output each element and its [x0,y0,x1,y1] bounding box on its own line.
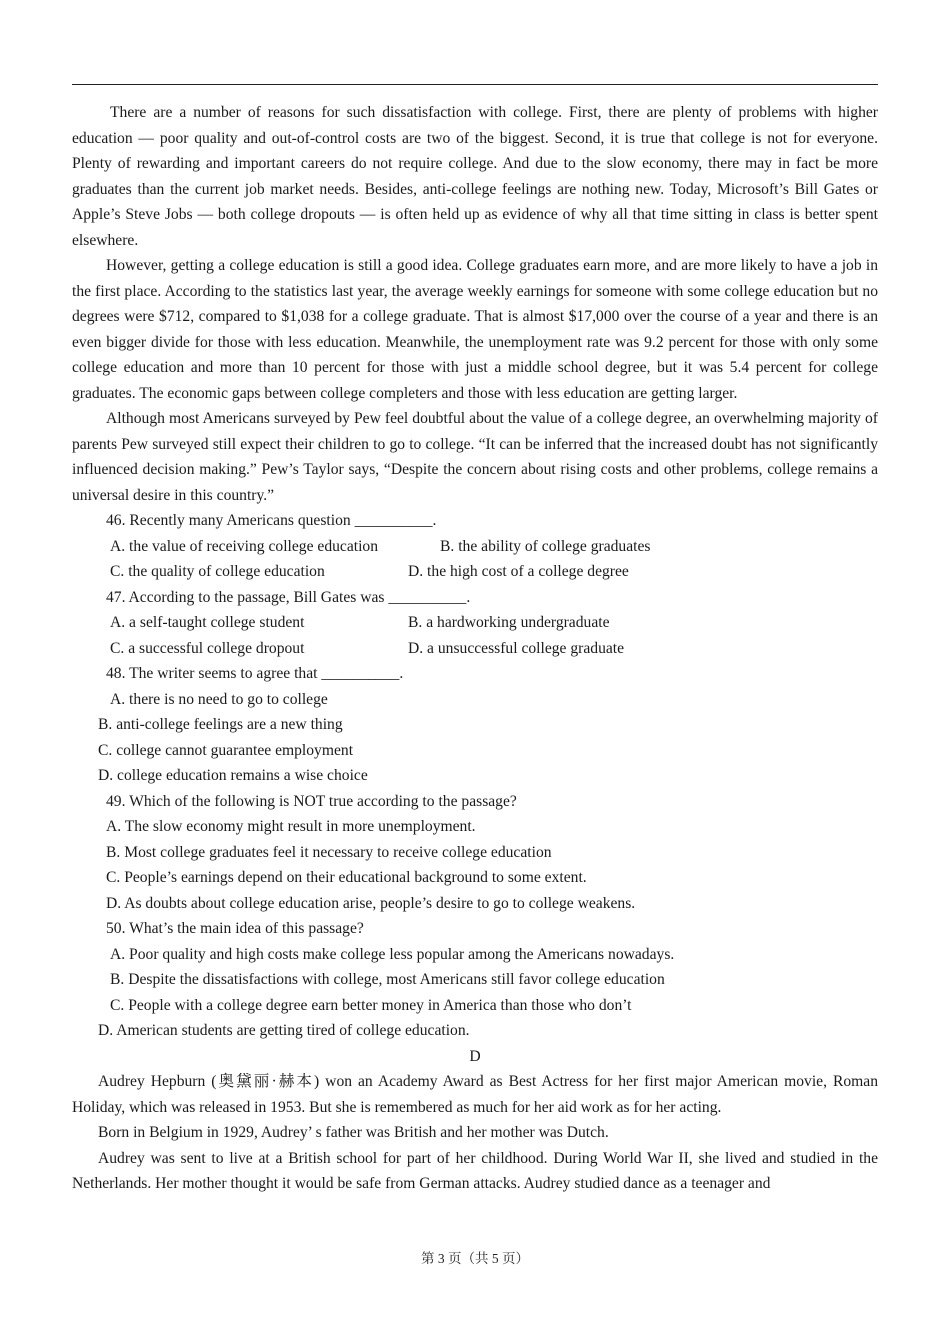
question-47-option-a: A. a self-taught college student [110,614,305,631]
question-47-option-b: B. a hardworking undergraduate [408,614,610,631]
question-46-options-row-2 [72,559,878,585]
question-46-stem: 46. Recently many Americans question __________. [106,512,437,529]
question-47-options-row-2 [72,636,878,662]
question-48-option-b: B. anti-college feelings are a new thing [98,716,343,733]
header-rule [72,84,878,85]
question-48-option-d: D. college education remains a wise choice [98,767,368,784]
question-50-option-c: C. People with a college degree earn better money in America than those who don’t [110,996,632,1014]
question-46-option-a: A. the value of receiving college education [110,537,379,555]
passage-c-paragraph-2: However, getting a college education is still a good idea. College graduates earn more, and are more likely to have a job in the first place. According to the statistics last year, the average weekly earnings for someone with some college education but no degrees were $712, compared to $1,038 for a college graduate. That is almost $17,000 over the course of a year and there is an even bigger divide for those with less education. Meanwhile, the unemployment rate was 9.2 percent for those with only some college education and more than 10 percent for those with just a middle school degree, but it was 5.4 percent for college graduates. The economic gaps between college completers and those with less education are getting larger. [72,257,878,402]
question-50-option-b: B. Despite the dissatisfactions with college, most Americans still favor college education [110,971,665,988]
question-50-option-a: A. Poor quality and high costs make college less popular among the Americans nowadays. [110,945,675,963]
question-48-option-a: A. there is no need to go to college [110,690,328,708]
question-46-options-row-1 [72,534,878,560]
question-47-option-c: C. a successful college dropout [110,639,305,657]
passage-c-paragraph-1: There are a number of reasons for such dissatisfaction with college. First, there are plenty of problems with higher education — poor quality and out-of-control costs are two of the biggest. Second, it is true that college is not for everyone. Plenty of rewarding and important careers do not require college. And due to the slow economy, there may in fact be more graduates than the current job market needs. Besides, anti-college feelings are nothing new. Today, Microsoft’s Bill Gates or Apple’s Steve Jobs — both college dropouts — is often held up as evidence of why all that time sitting in class is better spent elsewhere. [72,104,878,249]
question-49-option-a: A. The slow economy might result in more unemployment. [106,818,476,835]
passage-d-paragraph-3: Audrey was sent to live at a British school for part of her childhood. During World War II, she lived and studied in the Netherlands. Her mother thought it would be safe from German attacks. Audrey studied dance as a teenager and [72,1149,878,1192]
exam-page-content [72,100,878,1197]
passage-d-paragraph-2: Born in Belgium in 1929, Audrey’ s father was British and her mother was Dutch. [98,1124,609,1141]
page-number-footer: 第 3 页（共 5 页） [421,1251,529,1266]
question-47-option-d: D. a unsuccessful college graduate [408,639,625,657]
question-47-options-row-1 [72,610,878,636]
question-50-stem: 50. What’s the main idea of this passage? [106,920,364,937]
question-49-option-b: B. Most college graduates feel it necessary to receive college education [106,843,552,861]
question-50-option-d: D. American students are getting tired of college education. [98,1022,470,1039]
question-47-stem: 47. According to the passage, Bill Gates was __________. [106,588,471,606]
question-49-stem: 49. Which of the following is NOT true according to the passage? [106,792,517,810]
question-46-option-b: B. the ability of college graduates [440,537,651,555]
question-46-option-c: C. the quality of college education [110,563,325,580]
question-49-option-c: C. People’s earnings depend on their educational background to some extent. [106,869,587,886]
question-48-stem: 48. The writer seems to agree that __________. [106,665,404,682]
question-46-option-d: D. the high cost of a college degree [408,563,629,580]
question-48-option-c: C. college cannot guarantee employment [98,741,354,759]
question-49-option-d: D. As doubts about college education arise, people’s desire to go to college weakens. [106,894,636,912]
passage-d-heading: D [469,1047,481,1065]
passage-d-paragraph-1: Audrey Hepburn (奥黛丽·赫本) won an Academy Award as Best Actress for her first major American movie, Roman Holiday, which was released in 1953. But she is remembered as much for her aid work as for her acting. [72,1073,878,1116]
passage-c-paragraph-3: Although most Americans surveyed by Pew feel doubtful about the value of a college degree, an overwhelming majority of parents Pew surveyed still expect their children to go to college. “It can be inferred that the increased doubt has not significantly influenced decision making.” Pew’s Taylor says, “Despite the concern about rising costs and other problems, college remains a universal desire in this country.” [72,410,878,504]
